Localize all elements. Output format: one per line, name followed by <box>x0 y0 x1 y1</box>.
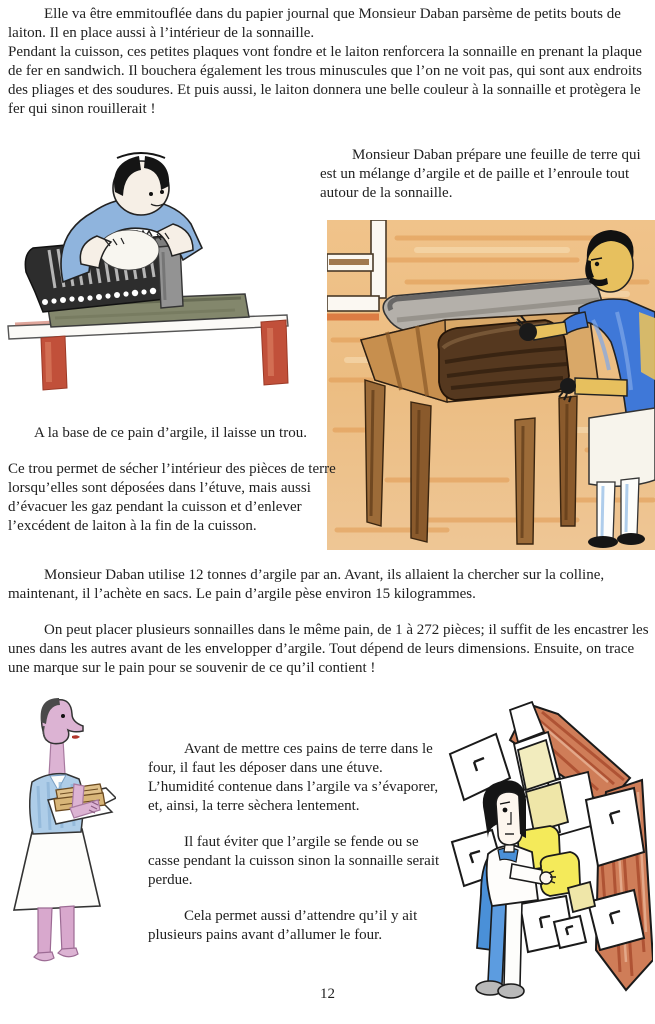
intro-paragraph-1: Elle va être emmitouflée dans du papier journal que Monsieur Daban parsème de petits bouts de laiton. Il en place aussi à l’intérieur de la sonnaille. <box>8 6 621 41</box>
mid-left-text-block <box>8 424 344 536</box>
paragraph-etuve-2: Il faut éviter que l’argile se fende ou se casse pendant la cuisson sinon la sonnaille serait perdue. <box>148 834 440 888</box>
paragraph-pieces-pain: On peut placer plusieurs sonnailles dans le même pain, de 1 à 272 pièces; il suffit de les encastrer les unes dans les autres avant de les envelopper d’argile. Tout dépend de leurs dimensions. Ensuite, on trace une marque sur le pain pour se souvenir de ce qu’il contient ! <box>8 622 649 676</box>
right-column-text <box>320 146 650 203</box>
illustration-pressing-plates <box>5 150 290 395</box>
figure-carrier <box>14 698 116 961</box>
intro-text-block <box>8 5 650 119</box>
paragraph-tonnes-argile: Monsieur Daban utilise 12 tonnes d’argile par an. Avant, ils allaient la chercher sur la colline, maintenant, il l’achète en sacs. Le pain d’argile pèse environ 15 kilogrammes. <box>8 567 605 602</box>
head <box>496 792 522 845</box>
paragraph-feuille-de-terre: Monsieur Daban prépare une feuille de terre qui est un mélange d’argile et de paille et l’enroule tout autour de la sonnaille. <box>320 147 641 201</box>
apron <box>589 408 655 486</box>
mid-full-text-block <box>8 566 650 678</box>
clay-table-drawing <box>327 220 655 550</box>
paragraph-base-trou: A la base de ce pain d’argile, il laisse un trou. <box>34 425 307 441</box>
illustration-etuve-loading <box>448 692 653 1010</box>
paragraph-etuve-1: Avant de mettre ces pains de terre dans le four, il faut les déposer dans une étuve. L’humidité contenue dans l’argile va s’évaporer, et, ainsi, la terre sèchera lentement. <box>148 741 439 814</box>
pressing-plates-drawing <box>5 150 290 395</box>
paragraph-etuve-3: Cela permet aussi d’attendre qu’il y ait plusieurs pains avant d’allumer le four. <box>148 908 418 943</box>
page-number: 12 <box>320 986 335 1002</box>
illustration-carrying-loaf <box>4 694 116 966</box>
bottom-center-text-block <box>148 740 450 945</box>
drawing-workbench <box>8 315 288 390</box>
illustration-clay-table <box>327 220 655 550</box>
lips <box>72 735 80 739</box>
etuve-drawing <box>448 692 653 1010</box>
intro-paragraph-2: Pendant la cuisson, ces petites plaques vont fondre et le laiton renforcera la sonnaille en prenant la plaque de fer en sandwich. Il bouchera également les trous minuscules que l’on ne voit pas, qui sont aux endroits des pliages et des soudures. Et puis aussi, le laiton donnera une belle couleur à la sonnaille et protègera le fer qui sinon rouillerait ! <box>8 44 642 117</box>
apron-front <box>99 230 159 270</box>
paragraph-trou-purpose: Ce trou permet de sécher l’intérieur des pièces de terre lorsqu’elles sont déposées dans l’étuve, mais aussi d’évacuer les gaz pendant la cuisson et d’enlever l’excédent de laiton à la fin de la cuisson. <box>8 461 336 534</box>
carrying-loaf-drawing <box>4 694 116 966</box>
